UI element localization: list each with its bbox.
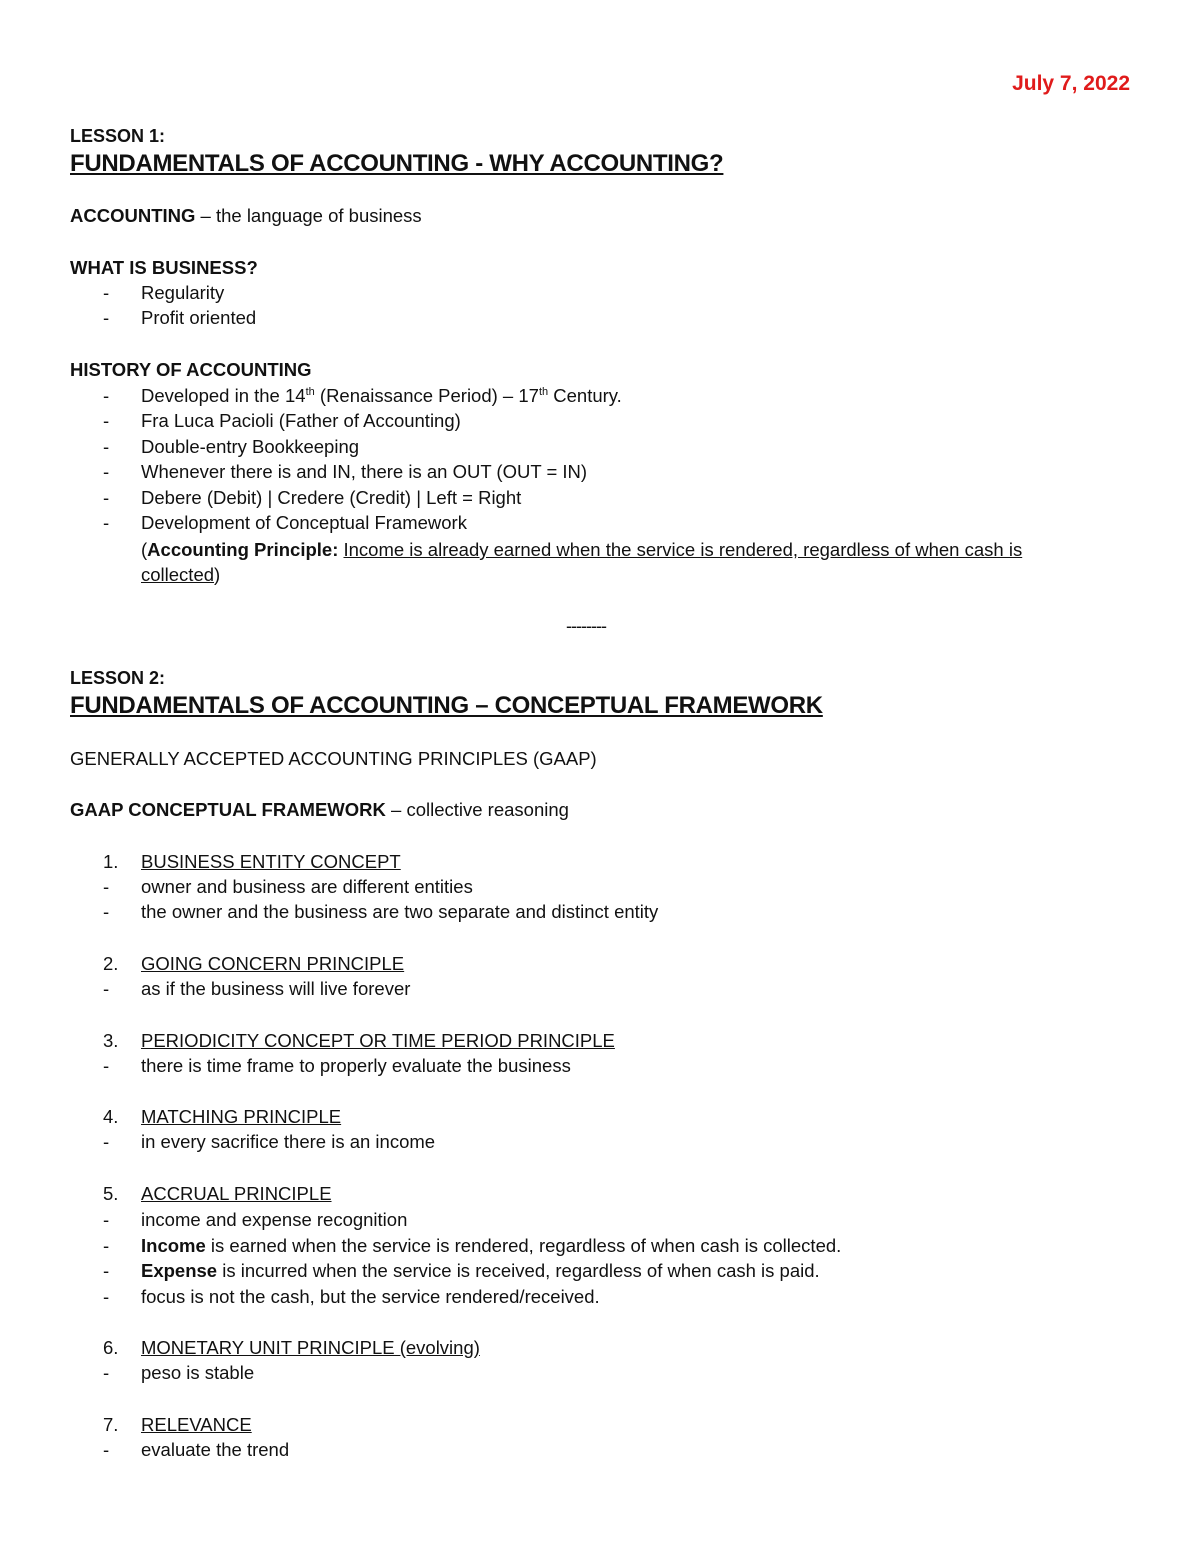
bullet: - — [103, 487, 110, 508]
business-heading: WHAT IS BUSINESS? — [70, 257, 258, 278]
framework-term: GAAP CONCEPTUAL FRAMEWORK — [70, 799, 386, 820]
list-number: 7. — [103, 1414, 119, 1435]
bullet: - — [103, 1439, 110, 1460]
framework-definition — [70, 799, 569, 821]
list-item: Regularity — [141, 282, 225, 303]
lesson1-label: LESSON 1: — [70, 126, 166, 146]
bullet: - — [103, 307, 110, 328]
lesson2-title: FUNDAMENTALS OF ACCOUNTING – CONCEPTUAL FRAMEWORK — [70, 692, 823, 719]
bullet: - — [103, 436, 110, 457]
accounting-term: ACCOUNTING — [70, 205, 196, 226]
principle-name: BUSINESS ENTITY CONCEPT — [141, 851, 401, 872]
list-item: Developed in the 14th (Renaissance Period) – 17th Century. — [141, 385, 622, 406]
principle-note: as if the business will live forever — [141, 978, 411, 999]
principle-note: focus is not the cash, but the service rendered/received. — [141, 1286, 600, 1307]
lesson2-label: LESSON 2: — [70, 668, 166, 688]
list-number: 6. — [103, 1337, 119, 1358]
principle-name: MONETARY UNIT PRINCIPLE (evolving) — [141, 1337, 480, 1358]
bullet: - — [103, 1362, 110, 1383]
principle-name: PERIODICITY CONCEPT OR TIME PERIOD PRINCIPLE — [141, 1030, 615, 1051]
accounting-principle-note: (Accounting Principle: Income is already earned when the service is rendered, regardless of when cash is — [141, 539, 1023, 560]
list-item: Profit oriented — [141, 307, 257, 328]
list-item: Development of Conceptual Framework — [141, 512, 467, 533]
list-number: 2. — [103, 953, 119, 974]
list-item: Fra Luca Pacioli (Father of Accounting) — [141, 410, 461, 431]
history-heading: HISTORY OF ACCOUNTING — [70, 359, 312, 380]
principle-note: evaluate the trend — [141, 1439, 290, 1460]
accounting-definition — [70, 205, 422, 227]
principle-note: in every sacrifice there is an income — [141, 1131, 436, 1152]
principle-name: ACCRUAL PRINCIPLE — [141, 1183, 332, 1204]
bullet: - — [103, 901, 110, 922]
section-separator: -------- — [566, 616, 606, 636]
principle-note-expense: Expense is incurred when the service is received, regardless of when cash is paid. — [141, 1260, 820, 1281]
principle-note: the owner and the business are two separate and distinct entity — [141, 901, 659, 922]
bullet: - — [103, 1209, 110, 1230]
principle-name: GOING CONCERN PRINCIPLE — [141, 953, 405, 974]
bullet: - — [103, 282, 110, 303]
principle-text: Income is already earned when the service is rendered, regardless of when cash is — [343, 539, 1023, 560]
bullet: - — [103, 1131, 110, 1152]
principle-note: peso is stable — [141, 1362, 255, 1383]
accounting-def: – the language of business — [195, 205, 422, 226]
bullet: - — [103, 461, 110, 482]
principle-note-income: Income is earned when the service is rendered, regardless of when cash is collected. — [141, 1235, 842, 1256]
list-item: Whenever there is and IN, there is an OUT (OUT = IN) — [141, 461, 588, 482]
principle-label: Accounting Principle: — [147, 539, 339, 560]
bullet: - — [103, 1260, 110, 1281]
list-number: 4. — [103, 1106, 119, 1127]
list-number: 5. — [103, 1183, 119, 1204]
document-date: July 7, 2022 — [1012, 72, 1130, 95]
lesson1-title: FUNDAMENTALS OF ACCOUNTING - WHY ACCOUNTING? — [70, 150, 724, 177]
principle-note: income and expense recognition — [141, 1209, 408, 1230]
accounting-principle-note-cont: collected) — [141, 564, 221, 585]
bullet: - — [103, 512, 110, 533]
principle-note: there is time frame to properly evaluate the business — [141, 1055, 571, 1076]
bullet: - — [103, 978, 110, 999]
principle-name: RELEVANCE — [141, 1414, 252, 1435]
bullet: - — [103, 876, 110, 897]
bullet: - — [103, 1235, 110, 1256]
framework-def: – collective reasoning — [385, 799, 569, 820]
list-number: 3. — [103, 1030, 119, 1051]
bullet: - — [103, 1055, 110, 1076]
principle-name: MATCHING PRINCIPLE — [141, 1106, 342, 1127]
list-item: Debere (Debit) | Credere (Credit) | Left = Right — [141, 487, 522, 508]
list-number: 1. — [103, 851, 119, 872]
bullet: - — [103, 385, 110, 406]
list-item: Double-entry Bookkeeping — [141, 436, 360, 457]
bullet: - — [103, 1286, 110, 1307]
bullet: - — [103, 410, 110, 431]
principle-note: owner and business are different entities — [141, 876, 473, 897]
gaap-line: GENERALLY ACCEPTED ACCOUNTING PRINCIPLES (GAAP) — [70, 748, 597, 769]
